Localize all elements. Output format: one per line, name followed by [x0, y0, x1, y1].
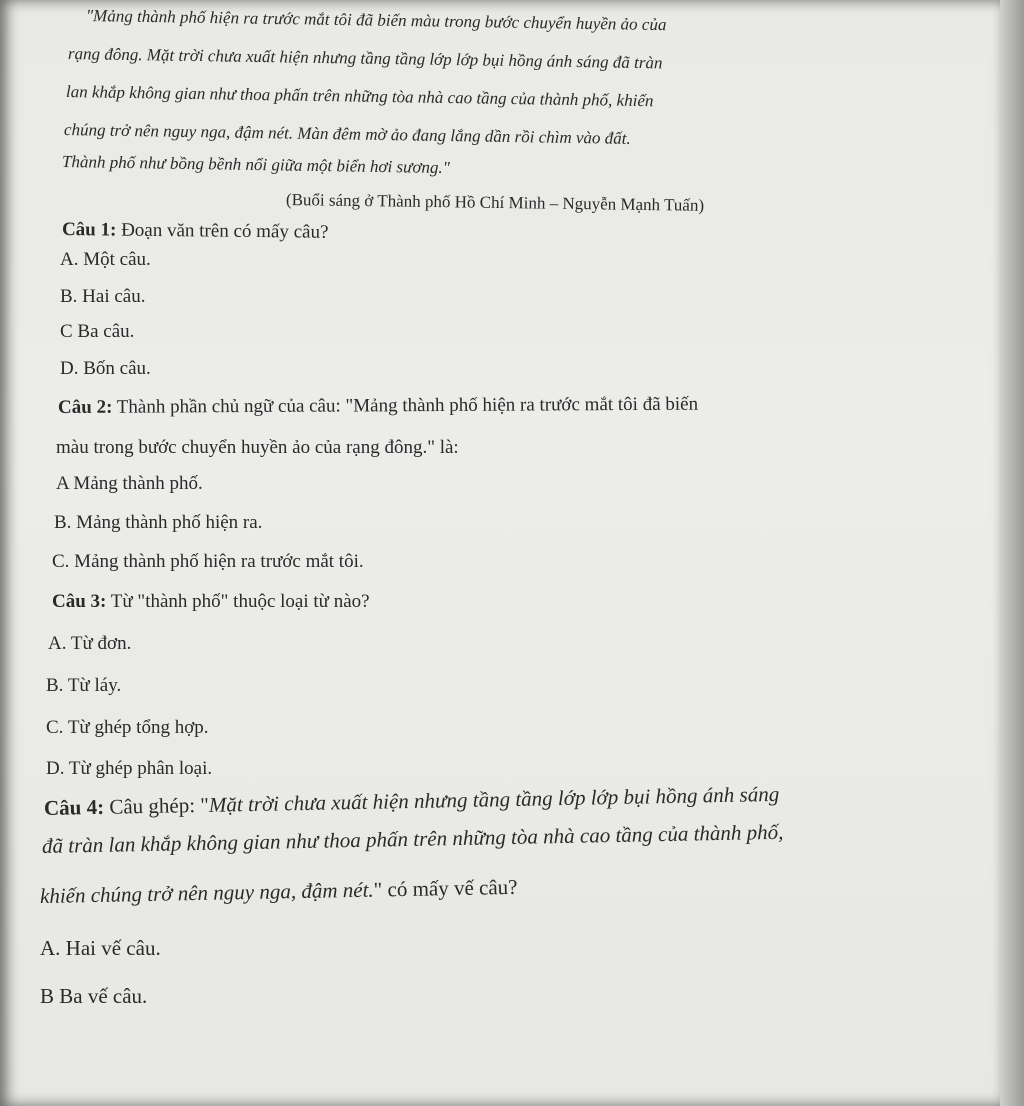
q3-option-c: C. Từ ghép tổng hợp.	[46, 717, 209, 738]
question-2-label: Câu 2:	[57, 396, 113, 418]
question-3-text: Từ "thành phố" thuộc loại từ nào?	[106, 591, 370, 612]
passage-source: (Buổi sáng ở Thành phố Hồ Chí Minh – Nguyễn Mạnh Tuấn)	[285, 190, 705, 215]
question-4-quote-1: Mặt trời chưa xuất hiện nhưng tầng tầng lớp lớp bụi hồng ánh sáng	[208, 781, 780, 817]
question-2	[58, 393, 698, 420]
question-3-label: Câu 3:	[52, 591, 107, 612]
question-4-tail: " có mấy vế câu?	[373, 874, 518, 902]
q2-option-b: B. Mảng thành phố hiện ra.	[54, 512, 263, 533]
passage-line-4: chúng trở nên nguy nga, đậm nét. Màn đêm mờ ảo đang lắng dần rồi chìm vào đất.	[63, 120, 631, 148]
q1-option-d: D. Bốn câu.	[60, 358, 151, 379]
question-2-text-1: Thành phần chủ ngữ của câu: "Mảng thành phố hiện ra trước mắt tôi đã biến	[112, 393, 699, 418]
question-4-label: Câu 4:	[43, 794, 105, 820]
q1-option-c: C Ba câu.	[60, 321, 135, 342]
passage-line-1: "Mảng thành phố hiện ra trước mắt tôi đã biến màu trong bước chuyển huyền ảo của	[85, 6, 667, 35]
question-3	[52, 590, 370, 614]
q3-option-d: D. Từ ghép phân loại.	[46, 758, 213, 779]
q3-option-a: A. Từ đơn.	[48, 633, 132, 654]
question-1	[62, 218, 329, 245]
q1-option-a: A. Một câu.	[60, 249, 151, 270]
question-4-intro: Câu ghép: "	[103, 792, 210, 819]
question-1-text: Đoạn văn trên có mấy câu?	[116, 219, 329, 243]
passage-line-5: Thành phố như bồng bềnh nổi giữa một biển hơi sương."	[61, 152, 451, 178]
question-1-label: Câu 1:	[61, 219, 117, 241]
passage-line-3: lan khắp không gian như thoa phấn trên những tòa nhà cao tầng của thành phố, khiến	[65, 82, 654, 111]
q1-option-b: B. Hai câu.	[60, 286, 146, 307]
question-4-quote-2: đã tràn lan khắp không gian như thoa phấn trên những tòa nhà cao tầng của thành phố,	[41, 819, 784, 858]
q4-option-b: B Ba vế câu.	[40, 984, 148, 1008]
q2-option-c: C. Mảng thành phố hiện ra trước mắt tôi.	[52, 551, 364, 572]
question-4	[44, 782, 780, 820]
question-4-quote-3-line	[40, 875, 518, 908]
q2-option-a: A Mảng thành phố.	[56, 473, 203, 494]
passage-line-2: rạng đông. Mặt trời chưa xuất hiện nhưng tầng tầng lớp lớp bụi hồng ánh sáng đã tràn	[67, 44, 663, 73]
question-4-quote-3: khiến chúng trở nên nguy nga, đậm nét.	[39, 877, 374, 908]
question-2-text-2: màu trong bước chuyển huyền ảo của rạng đông." là:	[56, 437, 459, 458]
q4-option-a: A. Hai vế câu.	[40, 936, 161, 960]
q3-option-b: B. Từ láy.	[46, 675, 122, 696]
background-edge	[1000, 0, 1024, 1106]
